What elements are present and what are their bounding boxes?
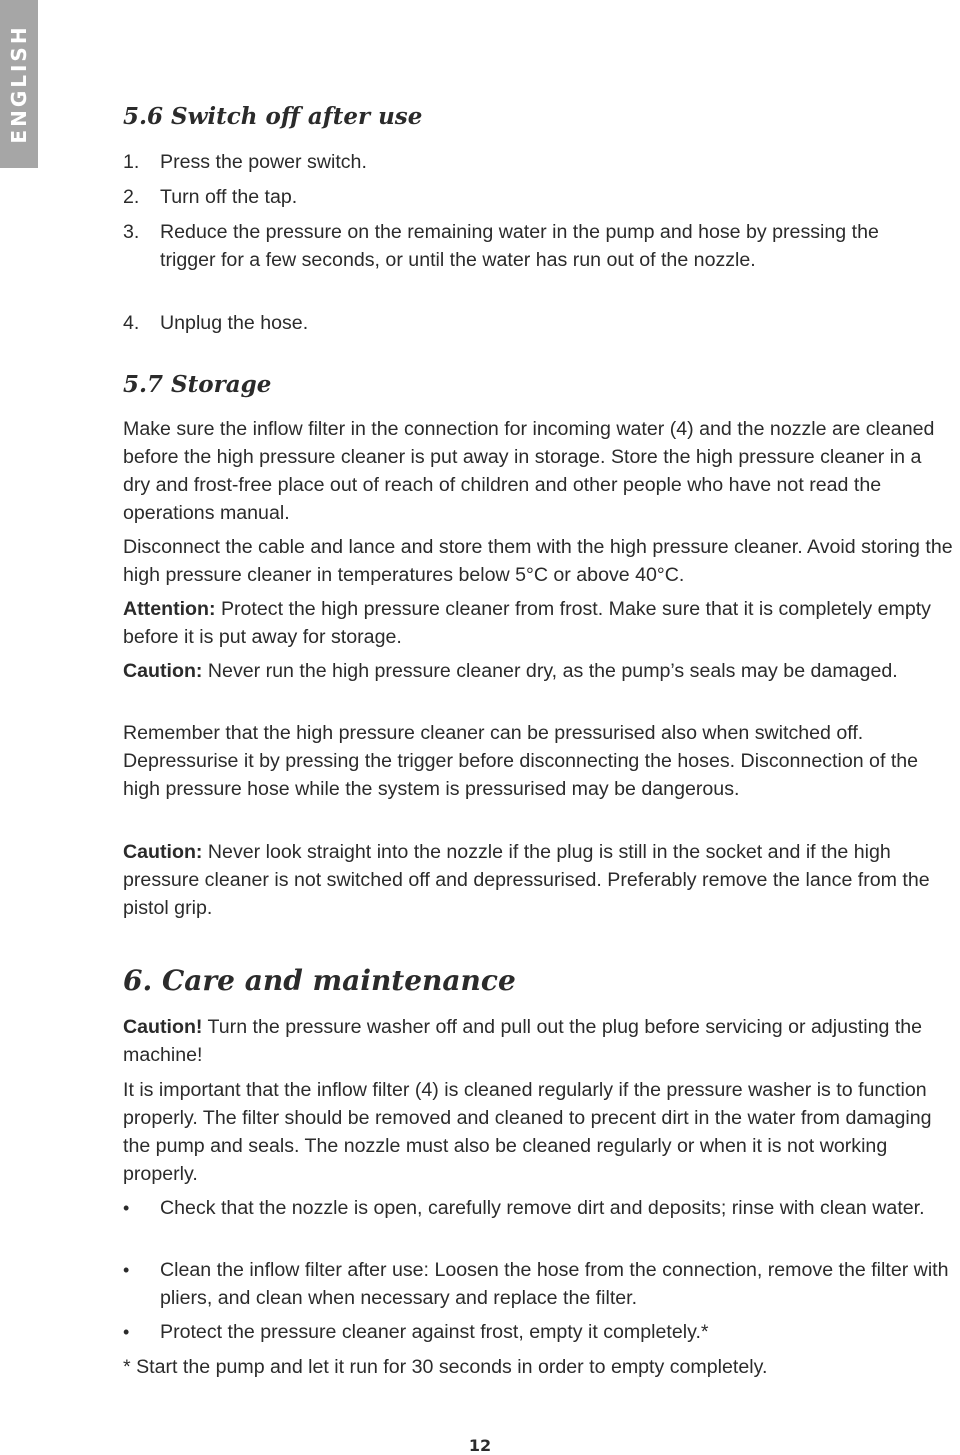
caution-label: Caution: — [123, 660, 203, 682]
storage-paragraph: Make sure the inflow filter in the connection for incoming water (4) and the nozzle are cleaned before the high pressure cleaner is put away in storage. Store the high pressure cleaner in a dry and frost-free place out of reach of children and other people who have not read the operations manual. — [123, 418, 935, 524]
list-text: Protect the pressure cleaner against frost, empty it completely.* — [160, 1321, 709, 1343]
list-item — [123, 148, 953, 176]
caution-paragraph — [123, 1013, 953, 1069]
list-item — [123, 1194, 953, 1222]
list-number: 1. — [123, 151, 140, 173]
bullet: • — [123, 1322, 130, 1342]
list-text: Press the power switch. — [160, 151, 367, 173]
maintenance-paragraph: It is important that the inflow filter (4) is cleaned regularly if the pressure washer is to function properly. The filter should be removed and cleaned to precent dirt in the water from damaging the pump and seals. The nozzle must also be cleaned regularly or when it is not working properly. — [123, 1079, 932, 1185]
list-number: 4. — [123, 312, 140, 334]
footnote: * Start the pump and let it run for 30 seconds in order to empty completely. — [123, 1356, 768, 1378]
attention-label: Attention: — [123, 598, 216, 620]
list-item — [123, 309, 953, 337]
section-5-7-title: 5.7 Storage — [123, 371, 272, 398]
list-number: 2. — [123, 186, 140, 208]
list-text: Reduce the pressure on the remaining water in the pump and hose by pressing the trigger for a few seconds, or until the water has run out of the nozzle. — [160, 221, 879, 271]
caution-text: Never look straight into the nozzle if the plug is still in the socket and if the high pressure cleaner is not switched off and depressurised. Preferably remove the lance from the pistol grip. — [123, 841, 930, 919]
attention-text: Protect the high pressure cleaner from frost. Make sure that it is completely empty before it is put away for storage. — [123, 598, 931, 648]
attention-paragraph — [123, 595, 953, 651]
bullet: • — [123, 1260, 130, 1280]
list-number: 3. — [123, 221, 140, 243]
caution-paragraph — [123, 657, 953, 685]
caution-paragraph — [123, 838, 953, 922]
list-text: Unplug the hose. — [160, 312, 309, 334]
section-6-title: 6. Care and maintenance — [123, 964, 516, 997]
list-item — [123, 1256, 953, 1312]
pressure-paragraph: Remember that the high pressure cleaner can be pressurised also when switched off. Depressurise it by pressing the trigger before disconnecting the hoses. Disconnection of the high pressure hose while the system is pressurised may be dangerous. — [123, 722, 919, 800]
storage-paragraph: Disconnect the cable and lance and store them with the high pressure cleaner. Avoid storing the high pressure cleaner in temperatures below 5°C or above 40°C. — [123, 536, 953, 586]
caution-label: Caution: — [123, 841, 203, 863]
list-item — [123, 218, 953, 274]
list-text: Check that the nozzle is open, carefully remove dirt and deposits; rinse with clean water. — [160, 1197, 925, 1219]
page-number: 12 — [468, 1436, 492, 1455]
caution-text: Never run the high pressure cleaner dry, as the pump’s seals may be damaged. — [202, 660, 898, 682]
section-5-6-title: 5.6 Switch off after use — [123, 103, 423, 130]
list-item — [123, 1318, 953, 1346]
language-tab-label: ENGLISH — [7, 24, 31, 144]
bullet: • — [123, 1198, 130, 1218]
caution-label: Caution! — [123, 1016, 203, 1038]
language-tab — [0, 0, 38, 168]
list-text: Clean the inflow filter after use: Loosen the hose from the connection, remove the filter with pliers, and clean when necessary and replace the filter. — [160, 1259, 949, 1309]
list-text: Turn off the tap. — [160, 186, 298, 208]
list-item — [123, 183, 953, 211]
caution-text: Turn the pressure washer off and pull out the plug before servicing or adjusting the machine! — [123, 1016, 923, 1066]
